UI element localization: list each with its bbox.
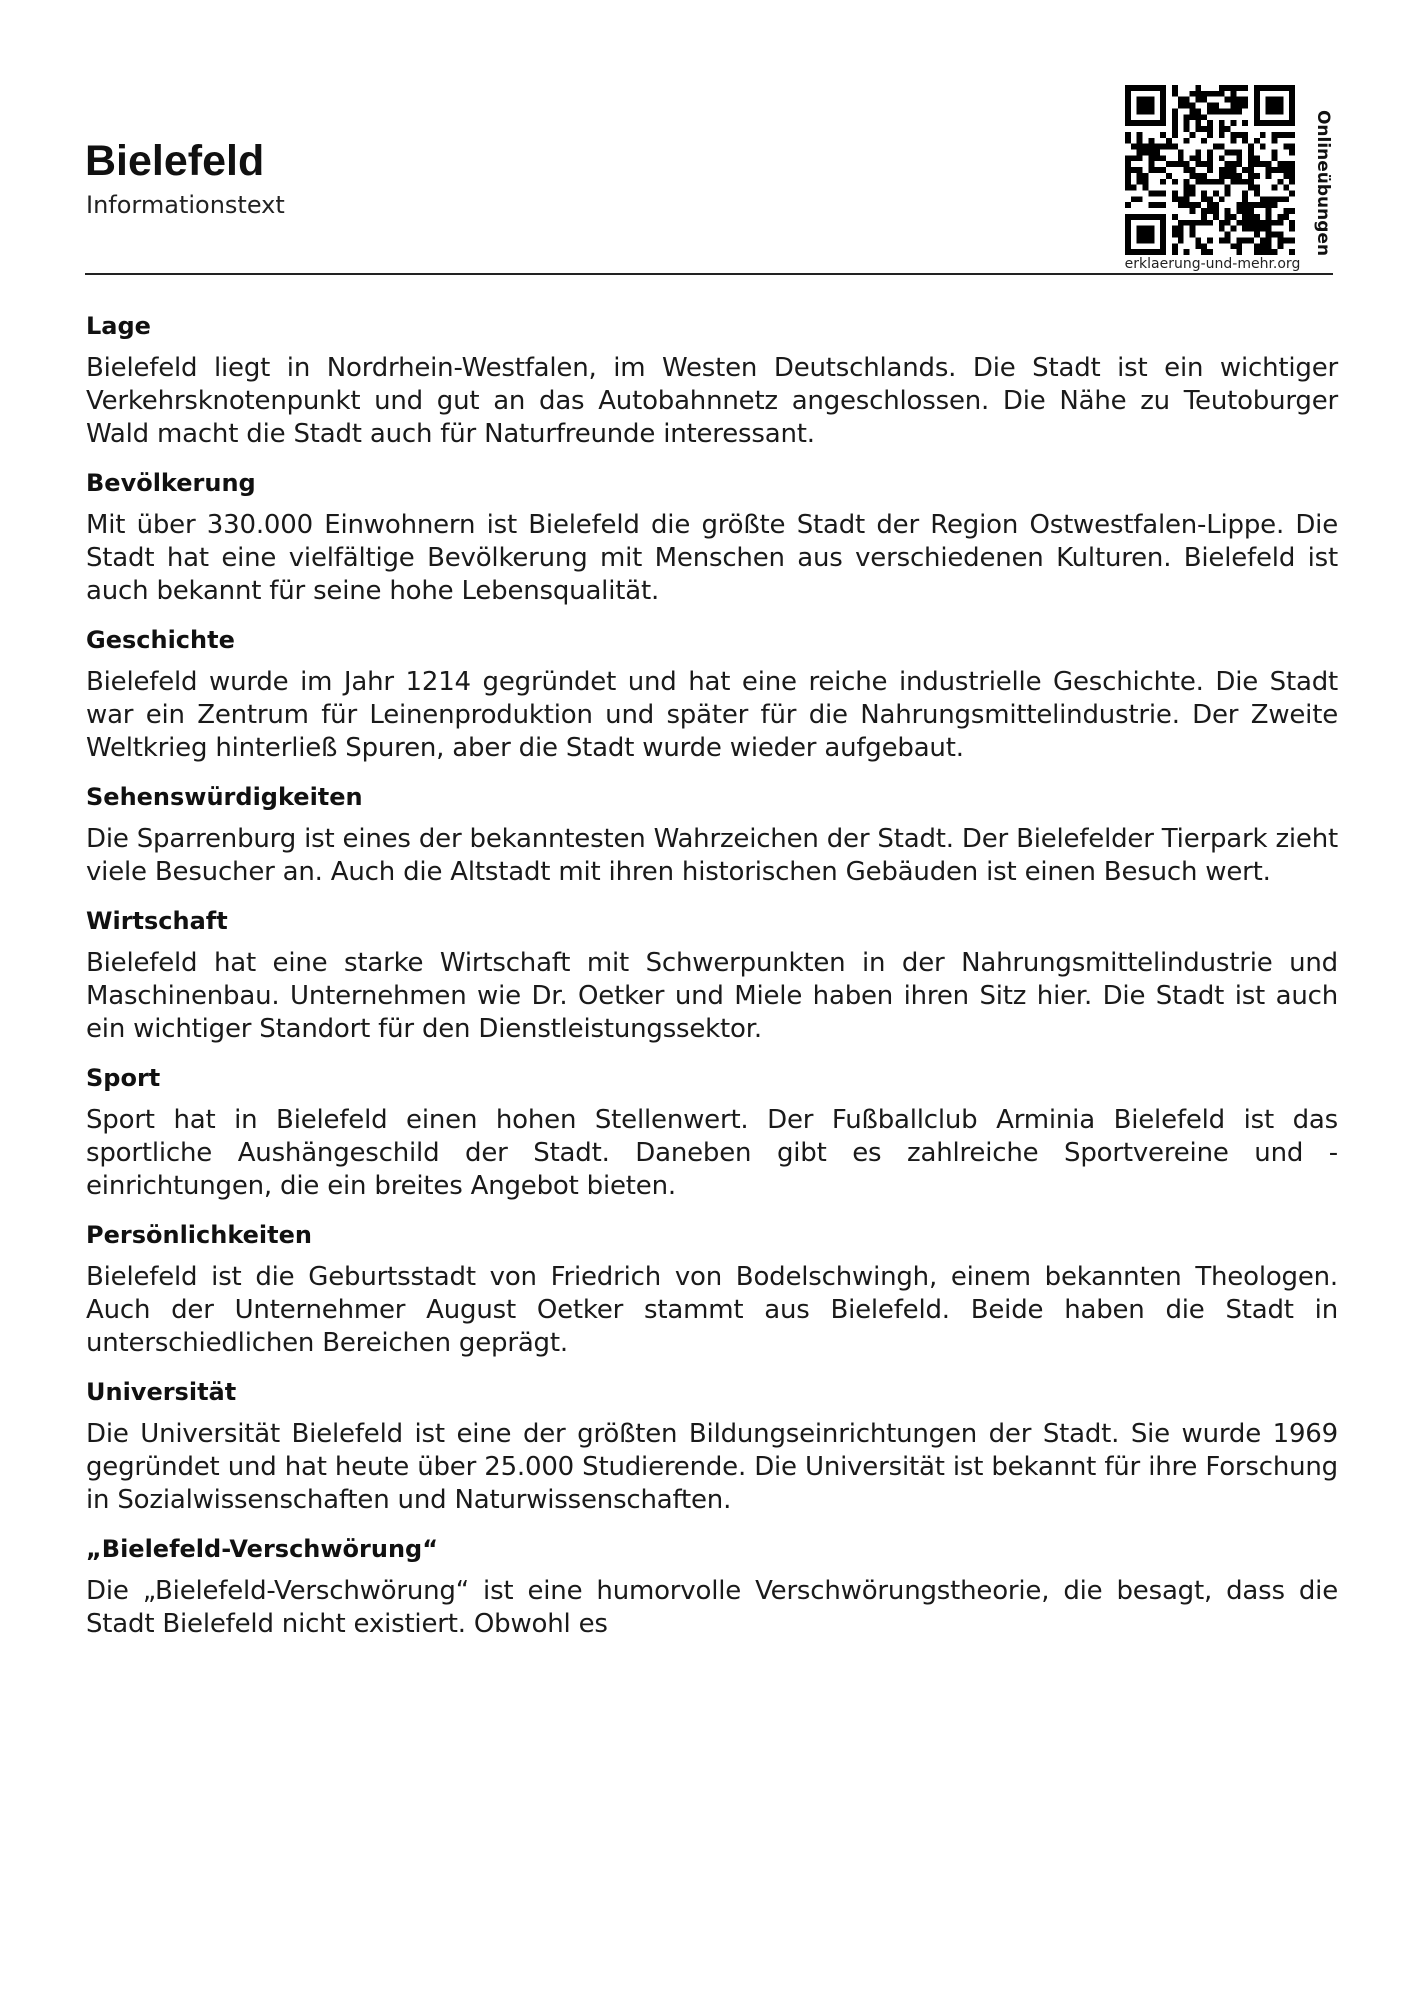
section-text: Die Sparrenburg ist eines der bekanntesten Wahrzeichen der Stadt. Der Bielefelder Tierpark zieht viele Besucher an. Auch die Altstadt mit ihren historischen Gebäuden ist einen Besuch wert. [86,824,1338,887]
qr-caption: erklaerung-und-mehr.org [1124,256,1301,272]
qr-code-icon[interactable] [1125,85,1295,255]
section-wirtschaft [86,905,1338,1046]
section-text: Die „Bielefeld-Verschwörung“ ist eine humorvolle Verschwörungstheorie, die besagt, dass die Stadt Bielefeld nicht existiert. Obwohl es [86,1576,1338,1639]
page-header [0,0,1414,280]
section-text: Bielefeld hat eine starke Wirtschaft mit Schwerpunkten in der Nahrungsmittelindustrie und Maschinenbau. Unternehmen wie Dr. Oetker und Miele haben ihren Sitz hier. Die Stadt ist auch ein wichtiger Standort für den Dienstleistungssektor. [86,948,1338,1044]
page-title: Bielefeld [85,137,265,185]
section-sport [86,1062,1338,1203]
section-text: Bielefeld ist die Geburtsstadt von Friedrich von Bodelschwingh, einem bekannten Theologen. Auch der Unternehmer August Oetker stammt aus Bielefeld. Beide haben die Stadt in unterschiedlichen Bereichen geprägt. [86,1262,1338,1358]
section-persoenlichkeiten [86,1219,1338,1360]
page-subtitle: Informationstext [86,191,285,219]
section-lage [86,310,1338,451]
section-geschichte [86,624,1338,765]
section-text: Sport hat in Bielefeld einen hohen Stellenwert. Der Fußballclub Arminia Bielefeld ist das sportliche Aushängeschild der Stadt. Daneben gibt es zahlreiche Sportvereine und -einrichtungen, die ein breites Angebot bieten. [86,1105,1338,1201]
section-bevoelkerung [86,467,1338,608]
qr-side-label-text: Onlineübungen [1313,109,1333,257]
section-heading: Universität [86,1378,237,1406]
document-body [86,310,1338,1657]
qr-code-block[interactable] [1120,80,1320,275]
section-text: Bielefeld wurde im Jahr 1214 gegründet und hat eine reiche industrielle Geschichte. Die Stadt war ein Zentrum für Leinenproduktion und später für die Nahrungsmittelindustrie. Der Zweite Weltkrieg hinterließ Spuren, aber die Stadt wurde wieder aufgebaut. [86,667,1338,763]
section-verschwoerung [86,1533,1338,1641]
section-heading: Lage [86,312,151,340]
section-heading: Persönlichkeiten [86,1221,312,1249]
section-text: Die Universität Bielefeld ist eine der größten Bildungseinrichtungen der Stadt. Sie wurde 1969 gegründet und hat heute über 25.000 Studierende. Die Universität ist bekannt für ihre Forschung in Sozialwissenschaften und Naturwissenschaften. [86,1419,1338,1515]
section-heading: Sport [86,1064,161,1092]
qr-side-label [1311,108,1335,258]
section-heading: Sehenswürdigkeiten [86,783,363,811]
section-text: Bielefeld liegt in Nordrhein-Westfalen, im Westen Deutschlands. Die Stadt ist ein wichtiger Verkehrsknotenpunkt und gut an das Autobahnnetz angeschlossen. Die Nähe zu Teutoburger Wald macht die Stadt auch für Naturfreunde interessant. [86,353,1338,449]
section-heading: Bevölkerung [86,469,256,497]
section-universitaet [86,1376,1338,1517]
section-sehenswuerdigkeiten [86,781,1338,889]
section-heading: „Bielefeld-Verschwörung“ [86,1535,439,1563]
section-heading: Geschichte [86,626,235,654]
section-heading: Wirtschaft [86,907,228,935]
header-divider [85,273,1333,275]
section-text: Mit über 330.000 Einwohnern ist Bielefeld die größte Stadt der Region Ostwestfalen-Lippe. Die Stadt hat eine vielfältige Bevölkerung mit Menschen aus verschiedenen Kulturen. Bielefeld ist auch bekannt für seine hohe Lebensqualität. [86,510,1338,606]
